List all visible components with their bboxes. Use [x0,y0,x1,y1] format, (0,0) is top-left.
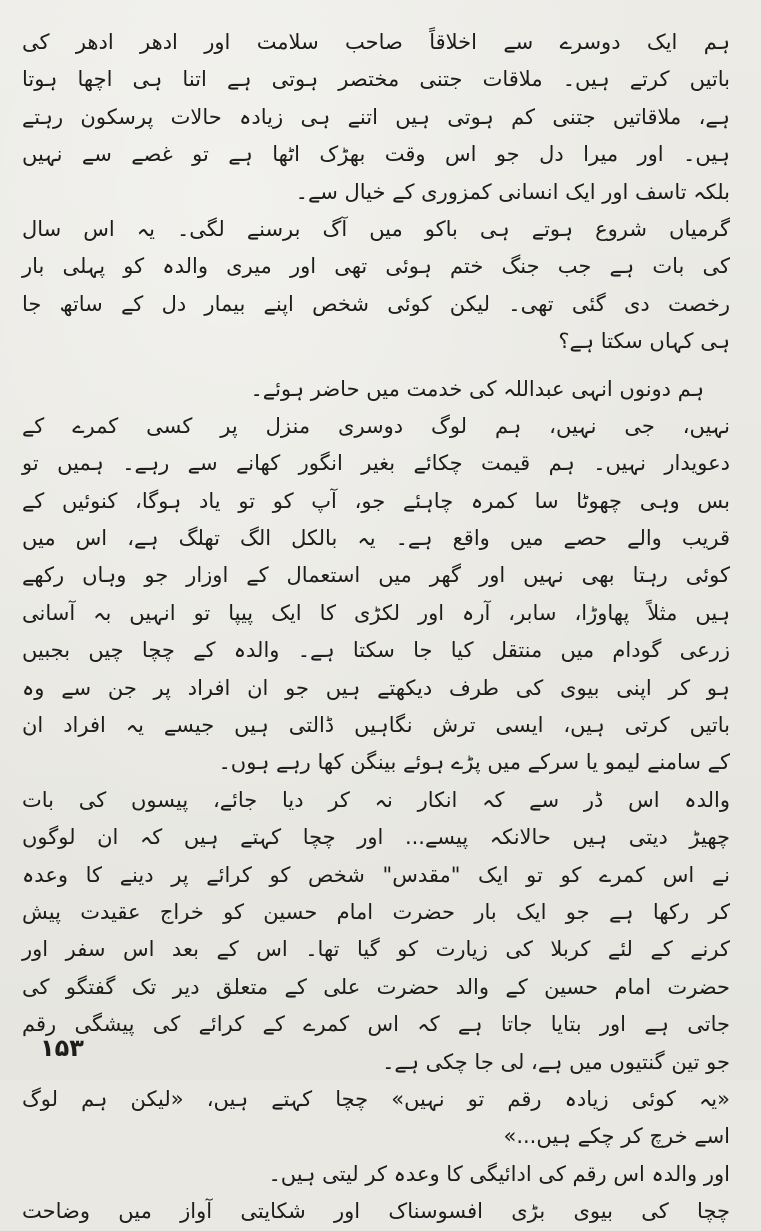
text-line: باتیں کرتے ہیں۔ ملاقات جتنی مختصر ہوتی ہے اتنا ہی اچھا ہوتا [22,67,730,92]
text-line: چچا کی بیوی بڑی افسوسناک اور شکایتی آواز میں وضاحت [22,1199,730,1224]
text-line: نے اس کمرے کو تو ایک "مقدس" شخص کو کرائے پر دینے کا وعدہ [22,862,730,887]
text-line: کرنے کے لئے کربلا کی زیارت کو گیا تھا۔ اس کے بعد اس سفر اور [22,937,730,962]
text-line: والدہ اس ڈر سے کہ انکار نہ کر دیا جائے، پیسوں کی بات [22,787,730,812]
text-line: باتیں کرتی ہیں، ایسی ترش نگاہیں ڈالتی ہیں جیسے یہ افراد ان [22,713,730,738]
text-line: ہو کر اپنی بیوی کی طرف دیکھتے ہیں جو ان افراد پر جن سے وہ [22,675,730,700]
text-line: قریب والے حصے میں واقع ہے۔ یہ بالکل الگ تھلگ ہے، اس میں [22,526,730,551]
text-line: بلکہ تاسف اور ایک انسانی کمزوری کے خیال سے۔ [295,179,730,204]
text-line: جاتی ہے اور بتایا جاتا ہے کہ اس کمرے کے کرائے کی پیشگی رقم [22,1012,730,1037]
text-line: اور والدہ اس رقم کی ادائیگی کا وعدہ کر لیتی ہیں۔ [268,1161,730,1186]
text-line: بس وہی چھوٹا سا کمرہ چاہئے جو، آپ کو تو یاد ہوگا، کنوئیں کے [22,488,730,513]
text-line: کی بات ہے جب جنگ ختم ہوئی تھی اور میری والدہ کو پہلی بار [22,254,730,279]
text-line: ہیں۔ اور میرا دل جو اس وقت بھڑک اٹھا ہے تو غصے سے نہیں [22,142,730,167]
text-line: ہم ایک دوسرے سے اخلاقاً صاحب سلامت اور ادھر ادھر کی [22,30,730,54]
text-line: ہم دونوں انہی عبداللہ کی خدمت میں حاضر ہوئے۔ [250,376,704,401]
text-line: کے سامنے لیمو یا سرکے میں پڑے ہوئے بینگن کھا رہے ہوں۔ [218,750,730,775]
text-line: اسے خرچ کر چکے ہیں...» [503,1124,730,1149]
text-line: چھیڑ دیتی ہیں حالانکہ پیسے... اور چچا کہتے ہیں کہ ان لوگوں [22,825,730,850]
text-line: ہے، ملاقاتیں جتنی کم ہوتی ہیں اتنے ہی زیادہ حالات پرسکون رہتے [22,104,730,129]
page-number: ۱۵۳ [40,1034,84,1062]
text-line: کر رکھا ہے جو ایک بار حضرت امام حسین کو خراج عقیدت پیش [22,899,730,924]
text-line: دعویدار نہیں۔ ہم قیمت چکائے بغیر انگور کھانے سے رہے۔ ہمیں تو [22,451,730,476]
text-line: حضرت امام حسین کے والد حضرت علی کے متعلق دیر تک گفتگو کی [22,974,730,999]
text-line: نہیں، جی نہیں، ہم لوگ دوسری منزل پر کسی کمرے کے [22,413,730,438]
text-line: رخصت دی گئی تھی۔ لیکن کوئی شخص اپنے بیمار دل کے ساتھ جا [22,291,730,316]
text-line: کوئی رہتا بھی نہیں اور گھر میں استعمال کے اوزار جو وہاں رکھے [22,563,730,588]
text-line: گرمیاں شروع ہوتے ہی باکو میں آگ برسنے لگی۔ یہ اس سال [22,216,730,241]
text-line: «یہ کوئی زیادہ رقم تو نہیں» چچا کہتے ہیں، «لیکن ہم لوگ [22,1086,730,1111]
paragraph-gap [22,361,730,371]
text-line: زرعی گودام میں منتقل کیا جا سکتا ہے۔ والدہ کے چچا چیں بجبیں [22,638,730,663]
text-line: ہیں مثلاً پھاوڑا، سابر، آرہ اور لکڑی کا ایک پیپا تو انہیں بہ آسانی [22,600,730,625]
text-line: ہی کہاں سکتا ہے؟ [558,329,730,354]
body-text [22,24,730,1231]
text-line: جو تین گنتیوں میں ہے، لی جا چکی ہے۔ [382,1049,730,1074]
